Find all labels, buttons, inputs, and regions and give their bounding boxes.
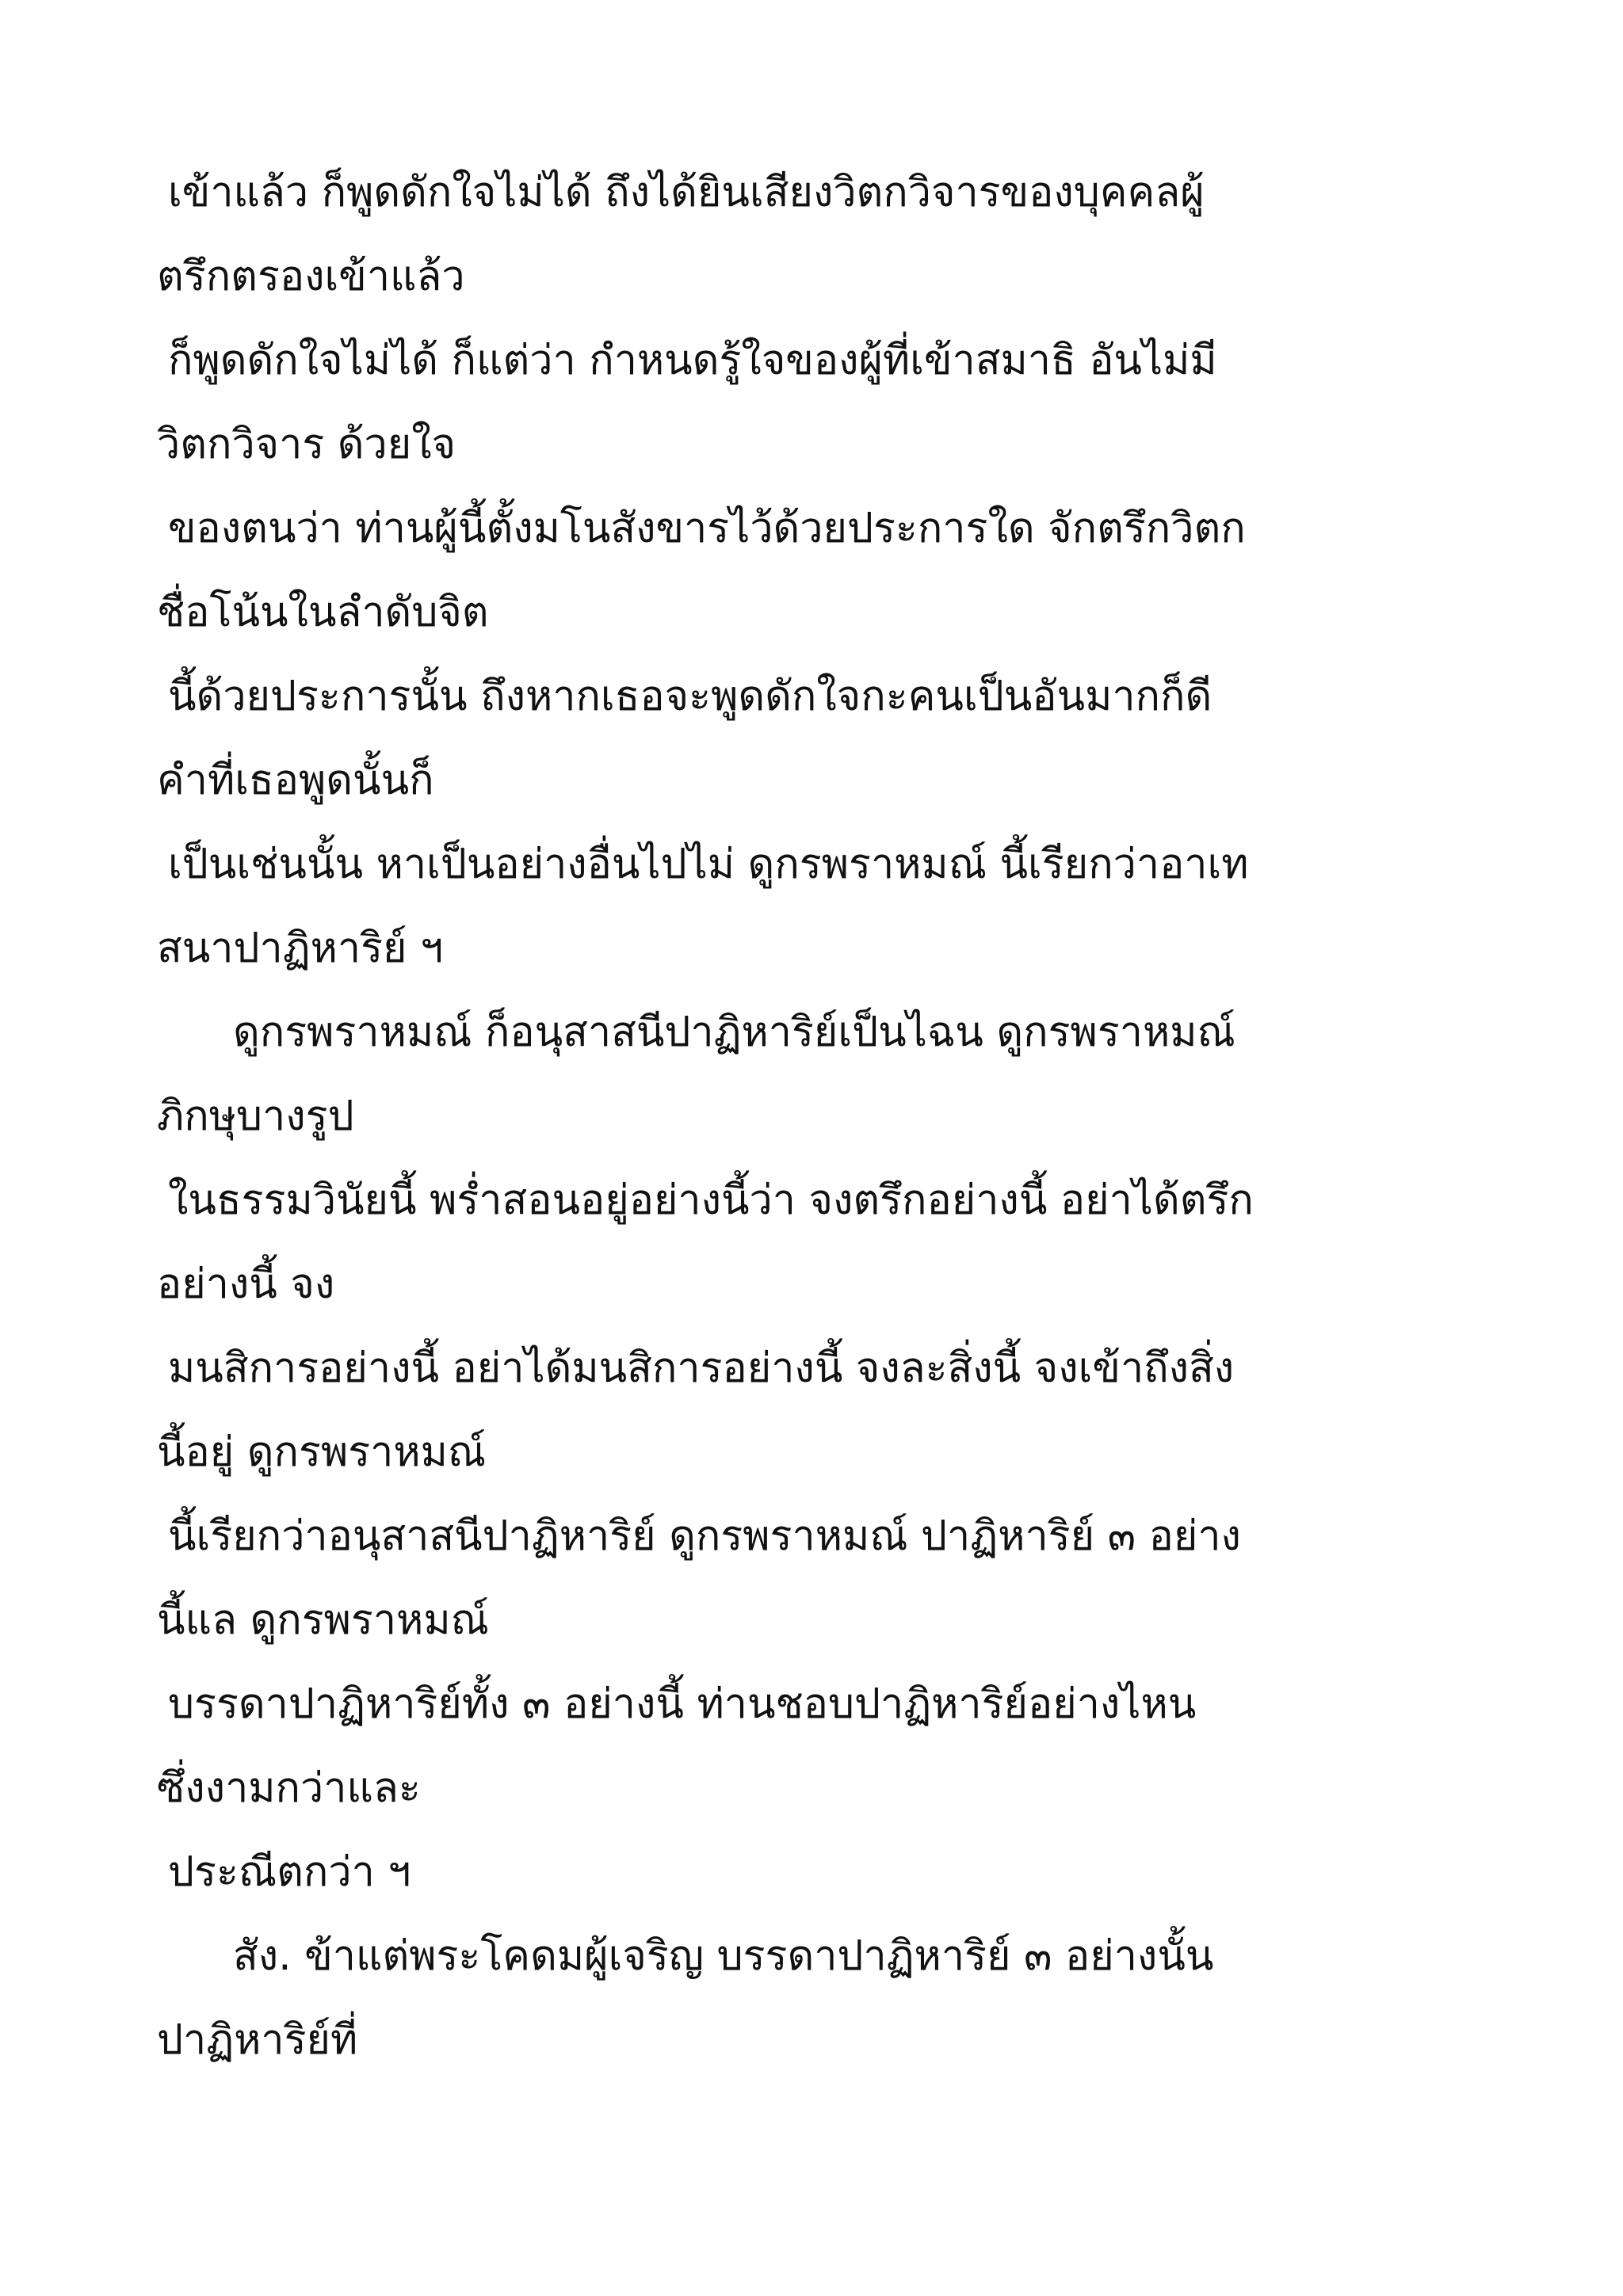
text-line: มนสิการอย่างนี้ อย่าได้มนสิการอย่างนี้ จงละสิ่งนี้ จงเข้าถึงสิ่ง — [168, 1344, 1235, 1392]
text-line: ตรึกตรองเข้าแล้ว — [157, 253, 465, 300]
text-line: นี้ด้วยประการนั้น ถึงหากเธอจะพูดดักใจกะคนเป็นอันมากก็ดี — [168, 673, 1212, 720]
text-line: เข้าแล้ว ก็พูดดักใจไม่ได้ ถึงได้ยินเสียงวิตกวิจารของบุคคลผู้ — [168, 169, 1205, 216]
text-line: นี้อยู่ ดูกรพราหมณ์ — [157, 1428, 487, 1476]
document-body — [157, 151, 1488, 2082]
text-line: ก็พูดดักใจไม่ได้ ก็แต่ว่า กำหนดรู้ใจของผู้ที่เข้าสมาธิ อันไม่มี — [168, 337, 1217, 384]
text-line: อย่างนี้ จง — [157, 1261, 335, 1308]
text-line: ปาฏิหาริย์ที่ — [157, 2016, 358, 2064]
text-line: นี้เรียกว่าอนุสาสนีปาฏิหาริย์ ดูกรพราหมณ์ ปาฏิหาริย์ ๓ อย่าง — [168, 1512, 1241, 1560]
text-line: เป็นเช่นนั้น หาเป็นอย่างอื่นไปไม่ ดูกรพราหมณ์ นี้เรียกว่าอาเท — [168, 841, 1249, 888]
text-line: สนาปาฏิหาริย์ ฯ — [157, 925, 444, 972]
text-line: บรรดาปาฏิหาริย์ทั้ง ๓ อย่างนี้ ท่านชอบปาฏิหาริย์อย่างไหน — [168, 1680, 1197, 1728]
text-line: คำที่เธอพูดนั้นก็ — [157, 757, 434, 804]
text-line: วิตกวิจาร ด้วยใจ — [157, 421, 456, 468]
text-line: ประณีตกว่า ฯ — [168, 1848, 411, 1896]
text-line: นี้แล ดูกรพราหมณ์ — [157, 1596, 489, 1644]
paragraph-start-line: สัง. ข้าแต่พระโคดมผู้เจริญ บรรดาปาฏิหาริย์ ๓ อย่างนั้น — [233, 1932, 1214, 1980]
text-line: ชื่อโน้นในลำดับจิต — [157, 589, 489, 636]
text-line: ของตนว่า ท่านผู้นี้ตั้งมโนสังขารไว้ด้วยประการใด จักตรึกวิตก — [168, 505, 1246, 552]
text-line: ซึ่งงามกว่าและ — [157, 1764, 421, 1812]
text-line: ภิกษุบางรูป — [157, 1093, 354, 1140]
text-line: ในธรรมวินัยนี้ พร่ำสอนอยู่อย่างนี้ว่า จงตรึกอย่างนี้ อย่าได้ตรึก — [168, 1177, 1254, 1224]
paragraph-start-line: ดูกรพราหมณ์ ก็อนุสาสนีปาฏิหาริย์เป็นไฉน ดูกรพราหมณ์ — [233, 1009, 1235, 1056]
